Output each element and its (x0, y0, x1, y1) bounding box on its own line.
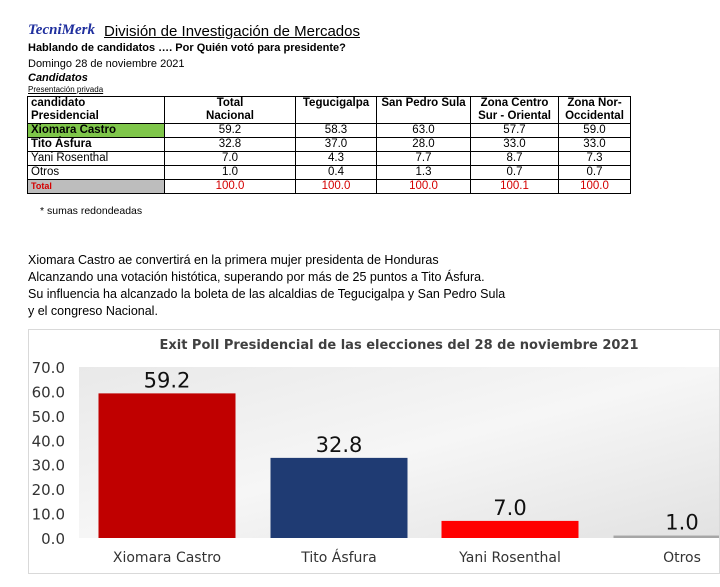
summary-line: Alcanzando una votación histótica, superando por más de 25 puntos a Tito Ásfura. (28, 270, 485, 284)
header-zcso-line2: Sur - Oriental (478, 110, 551, 122)
row-zcso: 33.0 (471, 138, 559, 152)
header-candidate (28, 97, 165, 124)
summary-line: Xiomara Castro ae convertirá en la primera mujer presidenta de Honduras (28, 253, 439, 267)
x-tick-label: Otros (663, 550, 701, 566)
x-tick-label: Xiomara Castro (112, 550, 222, 566)
header-candidate-line2: Presidencial (31, 110, 99, 122)
bar-yani-rosenthal (442, 521, 579, 538)
row-sps: 63.0 (377, 124, 471, 138)
division-title: División de Investigación de Mercados (104, 23, 360, 40)
header-zcso-line1: Zona Centro (480, 97, 549, 109)
header-zno (559, 97, 631, 124)
row-candidate-name: Yani Rosenthal (28, 152, 165, 166)
row-sps: 100.0 (377, 180, 471, 194)
y-tick-label: 50.0 (31, 407, 65, 426)
table-header-row (28, 97, 631, 124)
candidates-label: Candidatos (28, 72, 88, 84)
y-tick-label: 70.0 (31, 359, 65, 377)
row-zno: 59.0 (559, 124, 631, 138)
x-tick-label: Tito Ásfura (301, 550, 377, 566)
bar-value-label: 7.0 (493, 495, 527, 520)
header-candidate-line1: candidato (31, 97, 86, 109)
row-total-label: Total (28, 180, 165, 194)
row-tegucigalpa: 37.0 (296, 138, 377, 152)
bar-xiomara-castro (99, 393, 236, 538)
bar-value-label: 1.0 (665, 510, 699, 535)
y-axis (32, 359, 65, 548)
y-tick-label: 60.0 (31, 383, 65, 402)
x-axis (113, 549, 701, 566)
x-tick-label: Yani Rosenthal (459, 550, 561, 566)
row-sps: 1.3 (377, 166, 471, 180)
table-row (28, 124, 631, 138)
row-zno: 33.0 (559, 138, 631, 152)
header-zno-line2: Occidental (565, 110, 624, 122)
header-sps: San Pedro Sula (377, 97, 471, 124)
row-zno: 7.3 (559, 152, 631, 166)
row-candidate-name: Otros (28, 166, 165, 180)
summary-line: Su influencia ha alcanzado la boleta de las alcaldias de Tegucigalpa y San Pedro Sula (28, 287, 506, 301)
row-zcso: 100.1 (471, 180, 559, 194)
survey-question: Hablando de candidatos …. Por Quién votó para presidente? (28, 42, 346, 54)
bar-value-label: 32.8 (315, 432, 363, 457)
row-tegucigalpa: 58.3 (296, 124, 377, 138)
row-candidate-name: Xiomara Castro (28, 124, 165, 138)
row-zcso: 57.7 (471, 124, 559, 138)
private-note: Presentación privada (28, 85, 104, 94)
row-zcso: 0.7 (471, 166, 559, 180)
chart-svg (29, 330, 719, 573)
results-table (27, 96, 631, 194)
rounding-footnote: * sumas redondeadas (40, 205, 143, 217)
summary-paragraph (28, 252, 505, 320)
header-zno-line1: Zona Nor- (567, 97, 622, 109)
summary-line: y el congreso Nacional. (28, 304, 158, 318)
table-row (28, 166, 631, 180)
row-tegucigalpa: 0.4 (296, 166, 377, 180)
y-tick-label: 0.0 (41, 530, 65, 548)
header-national-line1: Total (216, 97, 244, 109)
row-sps: 7.7 (377, 152, 471, 166)
bar-tito-sfura (271, 458, 408, 538)
row-sps: 28.0 (377, 138, 471, 152)
bar-value-label: 59.2 (143, 368, 191, 393)
y-tick-label: 40.0 (31, 432, 65, 451)
row-national: 1.0 (165, 166, 296, 180)
exit-poll-chart (28, 329, 720, 574)
y-tick-label: 10.0 (31, 505, 65, 524)
row-tegucigalpa: 4.3 (296, 152, 377, 166)
table-row (28, 152, 631, 166)
bar-otros (614, 536, 720, 538)
header-tegucigalpa: Tegucigalpa (296, 97, 377, 124)
survey-date: Domingo 28 de noviembre 2021 (28, 58, 185, 70)
y-tick-label: 30.0 (31, 456, 65, 475)
brand-logo-text: TecniMerk (28, 22, 95, 38)
row-candidate-name: Tito Ásfura (28, 138, 165, 152)
row-national: 7.0 (165, 152, 296, 166)
table-row-total (28, 180, 631, 194)
y-tick-label: 20.0 (31, 481, 65, 500)
header-zcso (471, 97, 559, 124)
header-national (165, 97, 296, 124)
row-zno: 0.7 (559, 166, 631, 180)
row-national: 59.2 (165, 124, 296, 138)
row-zno: 100.0 (559, 180, 631, 194)
row-zcso: 8.7 (471, 152, 559, 166)
chart-title: Exit Poll Presidencial de las elecciones del 28 de noviembre 2021 (159, 338, 639, 353)
row-tegucigalpa: 100.0 (296, 180, 377, 194)
row-national: 100.0 (165, 180, 296, 194)
header-national-line2: Nacional (206, 110, 254, 122)
table-row (28, 138, 631, 152)
row-national: 32.8 (165, 138, 296, 152)
